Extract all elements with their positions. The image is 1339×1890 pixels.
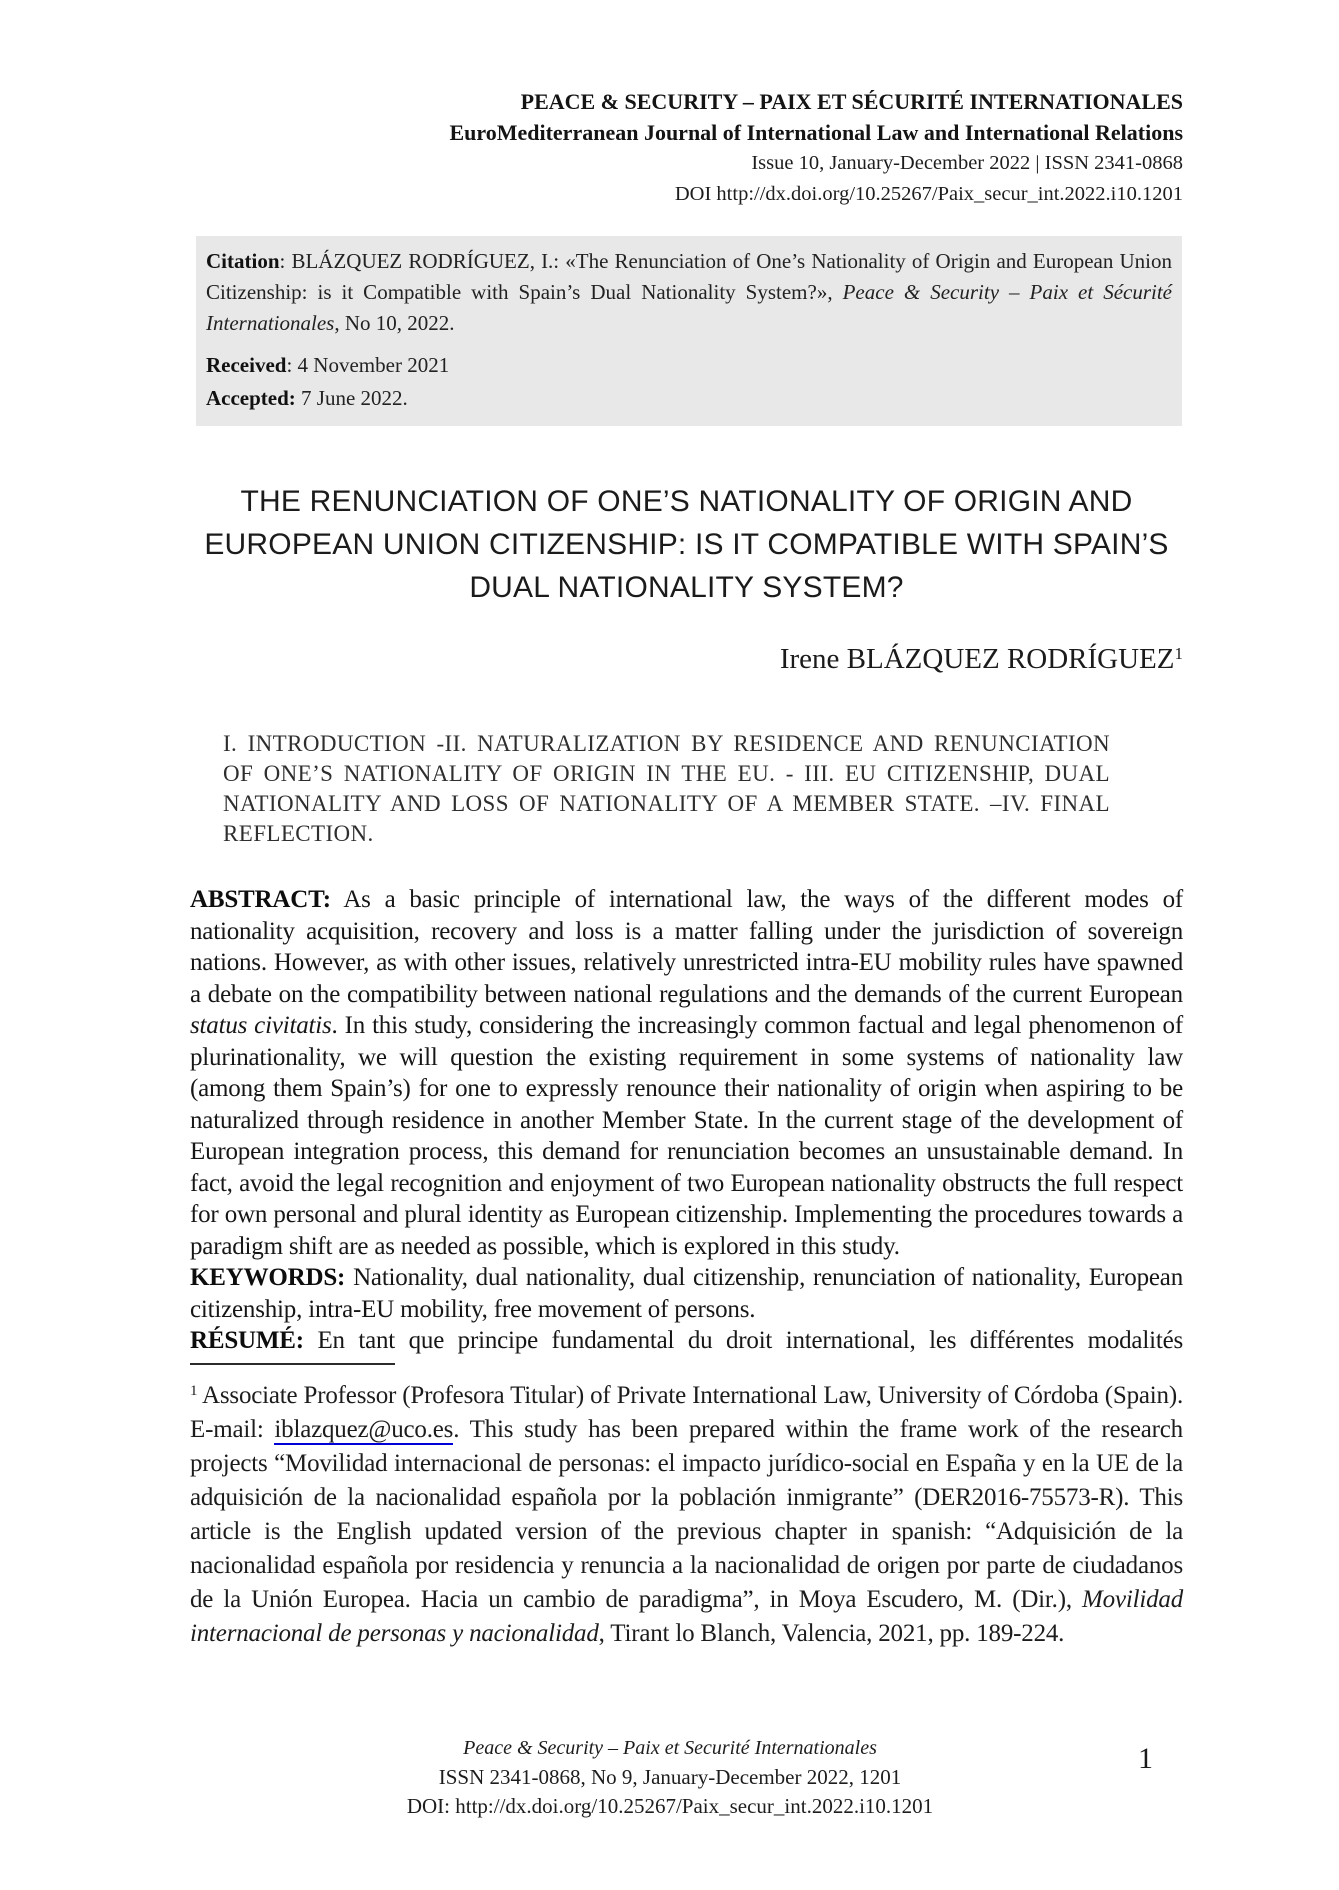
journal-header xyxy=(190,86,1183,210)
footer-doi-line: DOI: http://dx.doi.org/10.25267/Paix_secur_int.2022.i10.1201 xyxy=(406,1794,934,1818)
author-name: Irene BLÁZQUEZ RODRÍGUEZ xyxy=(779,643,1175,675)
footer-issn-line: ISSN 2341-0868, No 9, January-December 2022, 1201 xyxy=(438,1765,902,1789)
footnote-text-1: Associate Professor (Profesora Titular) of Private International Law, University of Córdoba (Spain). E-mail: xyxy=(190,1381,1183,1443)
abstract-label: ABSTRACT: xyxy=(190,886,331,913)
accepted-value: 7 June 2022. xyxy=(295,386,408,410)
main-column xyxy=(190,884,1183,1651)
keywords-label: KEYWORDS: xyxy=(190,1264,346,1291)
abstract-text-2: . In this study, considering the increasingly common factual and legal phenomenon of plurinationality, we will question the existing requirement in some systems of nationality law (among them Spain’s) for one to expressly renounce their nationality of origin when aspiring to be naturalized through residence in another Member State. In the current stage of the development of European integration process, this demand for renunciation becomes an unsustainable demand. In fact, avoid the legal recognition and enjoyment of two European nationality obstructs the full respect for own personal and plural identity as European citizenship. Implementing the procedures towards a paradigm shift are as needed as possible, which is explored in this study. xyxy=(190,1012,1183,1260)
resume-text: En tant que principe fundamental du droit international, les différentes modalités xyxy=(303,1327,1183,1354)
page-footer xyxy=(190,1734,1150,1821)
article-title: THE RENUNCIATION OF ONE’S NATIONALITY OF ORIGIN AND EUROPEAN UNION CITIZENSHIP: IS IT COMPATIBLE WITH SPAIN’S DUAL NATIONALITY SYSTEM? xyxy=(204,485,1169,605)
footnote-text-3: , Tirant lo Blanch, Valencia, 2021, pp. 189-224. xyxy=(598,1619,1065,1647)
journal-title: PEACE & SECURITY – PAIX ET SÉCURITÉ INTERNATIONALES xyxy=(520,89,1183,114)
citation-box xyxy=(196,236,1182,426)
resume-paragraph xyxy=(190,1325,1183,1357)
citation-text: : BLÁZQUEZ RODRÍGUEZ, I.: «The Renunciation of One’s Nationality of Origin and European Union Citizenship: is it Compatible with Spain’s Dual Nationality System?», xyxy=(206,249,1172,304)
resume-label: RÉSUMÉ: xyxy=(190,1327,304,1354)
citation-label: Citation xyxy=(206,249,280,273)
footnote-text-2: . This study has been prepared within the frame work of the research projects “Movilidad internacional de personas: el impacto jurídico-social en España y en la UE de la adquisición de la nacionalidad española por la población inmigrante” (DER2016-75573-R). This article is the English updated version of the previous chapter in spanish: “Adquisición de la nacionalidad española por residencia y renuncia a la nacionalidad de origen por parte de ciudadanos de la Unión Europea. Hacia un cambio de paradigma”, in Moya Escudero, M. (Dir.), xyxy=(190,1415,1183,1613)
article-outline: I. INTRODUCTION -II. NATURALIZATION BY RESIDENCE AND RENUNCIATION OF ONE’S NATIONALITY OF ORIGIN IN THE EU. - III. EU CITIZENSHIP, DUAL NATIONALITY AND LOSS OF NATIONALITY OF A MEMBER STATE. –IV. FINAL REFLECTION. xyxy=(223,731,1110,846)
accepted-line xyxy=(206,383,1172,414)
footnote-paragraph xyxy=(190,1374,1183,1651)
abstract-paragraph xyxy=(190,884,1183,1262)
footnote-separator xyxy=(190,1363,395,1365)
abstract-text-1: As a basic principle of international law, the ways of the different modes of nationality acquisition, recovery and loss is a matter falling under the jurisdiction of sovereign nations. However, as with other issues, relatively unrestricted intra-EU mobility rules have spawned a debate on the compatibility between national regulations and the demands of the current European xyxy=(190,886,1183,1008)
journal-subtitle: EuroMediterranean Journal of International Law and International Relations xyxy=(449,120,1183,145)
accepted-label: Accepted: xyxy=(206,386,296,410)
issue-line: Issue 10, January-December 2022 | ISSN 2341-0868 xyxy=(751,152,1183,174)
author-line xyxy=(190,643,1183,676)
keywords-paragraph xyxy=(190,1262,1183,1325)
received-value: : 4 November 2021 xyxy=(286,353,450,377)
footnote-italic-title: Movilidad internacional de personas y nacionalidad xyxy=(190,1585,1183,1647)
received-label: Received xyxy=(206,353,287,377)
footnote-marker: 1 xyxy=(190,1382,198,1399)
citation-journal-italic: Peace & Security – Paix et Sécurité Internationales xyxy=(206,280,1172,335)
header-doi-line: DOI http://dx.doi.org/10.25267/Paix_secur_int.2022.i10.1201 xyxy=(674,183,1183,205)
abstract-italic: status civitatis xyxy=(190,1012,332,1039)
email-link[interactable]: iblazquez@uco.es xyxy=(274,1415,454,1443)
page-number: 1 xyxy=(1138,1742,1153,1775)
author-footnote-ref: 1 xyxy=(1174,644,1183,663)
citation-paragraph xyxy=(206,246,1172,339)
keywords-text: Nationality, dual nationality, dual citizenship, renunciation of nationality, European citizenship, intra-EU mobility, free movement of persons. xyxy=(190,1264,1183,1323)
received-line xyxy=(206,350,1172,381)
citation-text-end: , No 10, 2022. xyxy=(334,311,455,335)
footer-journal-line: Peace & Security – Paix et Securité Internationales xyxy=(463,1737,877,1759)
